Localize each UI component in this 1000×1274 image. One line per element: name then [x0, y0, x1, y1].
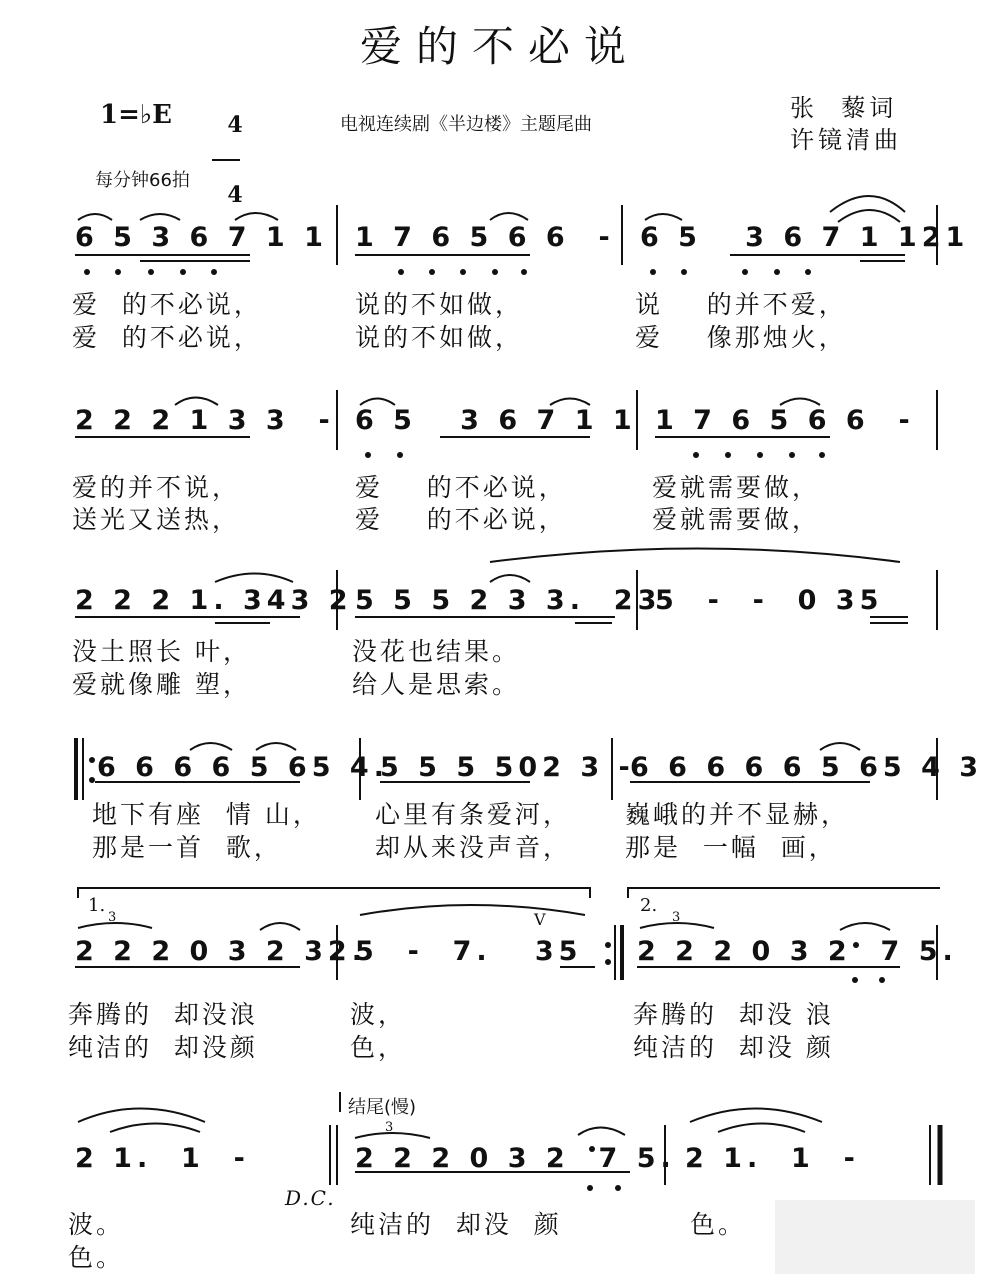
song-title: 爱的不必说 [359, 22, 640, 71]
lyric-verse2: 却从来没声音， [375, 833, 572, 862]
measure-6: 1 7 6 5 6 6 - [655, 405, 915, 436]
breath-mark: V [534, 910, 546, 929]
lyric-verse1: 说 的并不爱， [635, 290, 847, 319]
lyric-verse2: 爱就需要做， [652, 505, 821, 534]
measure-11: 5 5 5 502 3 - [380, 752, 635, 783]
measure-17: 2 2 2 0 3 2 7 5. [355, 1143, 676, 1174]
triplet-mark: 3 [108, 910, 117, 925]
measure-8: 5 5 5 2 3 3. 23 [355, 585, 662, 616]
measure-5: 6 5 3 6 7 1 1 [355, 405, 637, 436]
lyric-verse1: 说的不如做， [355, 290, 524, 319]
lyric-verse1: 奔腾的 却没 浪 [633, 1000, 834, 1029]
measure-1: 6 5 3 6 7 1 1 [75, 222, 328, 253]
lyric-verse1: 波， [350, 1000, 407, 1029]
lyric-verse1: 色。 [690, 1210, 747, 1239]
lyric-verse1: 纯洁的 却没 颜 [350, 1210, 562, 1239]
lyricist-credit: 张 藜词 [790, 94, 898, 122]
lyric-verse1: 奔腾的 却没浪 [68, 1000, 258, 1029]
lyric-verse2: 爱就像雕 塑， [72, 670, 251, 699]
triplet-mark: 3 [385, 1120, 394, 1135]
volta-1-label: 1. [88, 895, 106, 916]
measure-16: 2 1. 1 - [75, 1143, 250, 1174]
measure-13: 2 2 2 0 3 2 32. [75, 936, 367, 967]
lyric-verse2: 送光又送热， [72, 505, 241, 534]
scan-artifact [775, 1200, 975, 1274]
volta-2-label: 2. [640, 895, 658, 916]
lyric-verse2: 色。 [68, 1243, 125, 1272]
measure-4: 2 2 2 1 3 3 - [75, 405, 335, 436]
measure-9: 5 - - 0 35 [655, 585, 884, 616]
lyric-verse1: 爱 的不必说， [355, 473, 567, 502]
measure-14: 5 - 7. 35 [355, 936, 583, 967]
lyric-verse2: 说的不如做， [355, 323, 524, 352]
subtitle: 电视连续剧《半边楼》主题尾曲 [340, 114, 592, 135]
time-signature-top: 4 [227, 112, 243, 138]
measure-2: 1 7 6 5 6 6 - [355, 222, 615, 253]
measure-18: 2 1. 1 - [685, 1143, 860, 1174]
lyric-verse1: 地下有座 情 山， [92, 800, 321, 829]
key-signature: 1=♭E [100, 100, 172, 130]
lyric-verse2: 给人是思索。 [352, 670, 521, 699]
lyric-verse1: 没花也结果。 [352, 637, 521, 666]
tempo-marking: 每分钟66拍 [95, 170, 190, 191]
lyric-verse1: 没土照长 叶， [72, 637, 251, 666]
lyric-verse1: 爱就需要做， [652, 473, 821, 502]
lyric-verse1: 爱的并不说， [72, 473, 241, 502]
measure-10: 6 6 6 6 5 65 4. [97, 752, 389, 783]
triplet-mark: 3 [672, 910, 681, 925]
lyric-verse2: 爱 的不必说， [355, 505, 567, 534]
lyric-verse2: 色， [350, 1033, 407, 1062]
lyric-verse1: 波。 [68, 1210, 125, 1239]
lyric-verse2: 爱 像那烛火， [635, 323, 847, 352]
measure-12: 6 6 6 6 6 5 65 4 3 [630, 752, 984, 783]
lyric-verse1: 巍峨的并不显赫， [625, 800, 850, 829]
time-signature-bottom: 4 [227, 182, 243, 208]
ending-label: 结尾(慢) [348, 1097, 417, 1118]
da-capo-mark: D.C. [285, 1186, 336, 1210]
lyric-verse1: 爱 的不必说， [72, 290, 262, 319]
lyric-verse2: 那是一首 歌， [92, 833, 282, 862]
lyric-verse2: 那是 一幅 画， [625, 833, 837, 862]
lyric-verse2: 爱 的不必说， [72, 323, 262, 352]
lyric-verse2: 纯洁的 却没颜 [68, 1033, 258, 1062]
composer-credit: 许镜清曲 [790, 126, 902, 154]
lyric-verse1: 心里有条爱河， [375, 800, 572, 829]
lyric-verse2: 纯洁的 却没 颜 [633, 1033, 834, 1062]
measure-7: 2 2 2 1. 343 2 [75, 585, 353, 616]
measure-3: 6 5 3 6 7 1 121 [640, 222, 970, 253]
measure-15: 2 2 2 0 3 2 7 5. [637, 936, 958, 967]
